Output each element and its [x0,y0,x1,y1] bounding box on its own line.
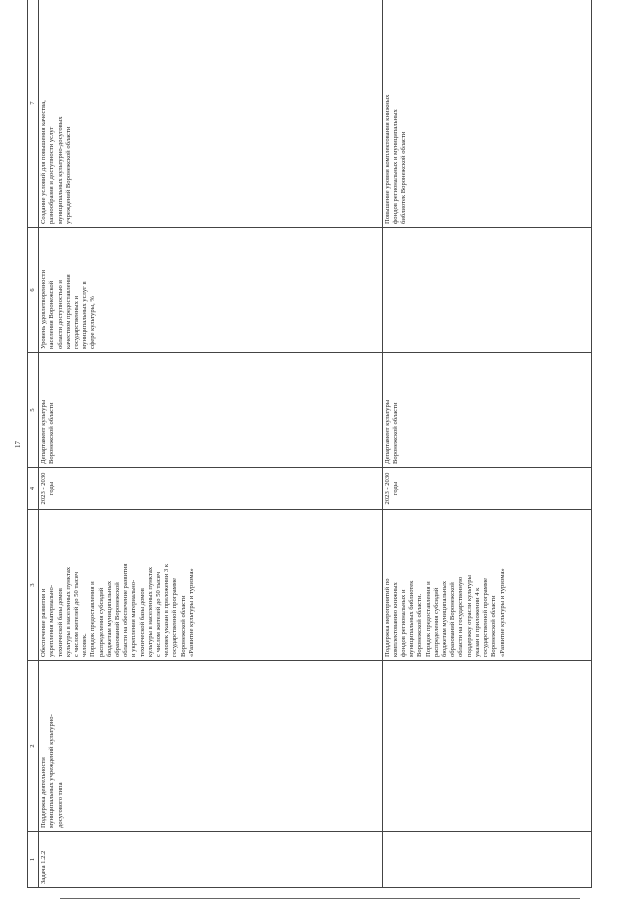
table-row [382,0,591,888]
task-name-cell [382,661,591,832]
period-cell: 2023 - 2030 годы [382,468,591,510]
document-table-area [27,28,592,888]
page-number: 17 [14,441,22,448]
header-col-4: 4 [28,468,39,510]
header-col-6: 6 [28,228,39,353]
measure-cell: Поддержка мероприятий по комплектованию книжных фондов региональных и муниципальных библиотек Воронежской области. Порядок предоставления и распределения субсидий бюджетам муниципальных образований Воронежской области на государственную поддержку отрасли культуры указан в приложении 4 к государственной программе Воронежской области «Развитие культуры и туризма» [382,510,591,661]
header-col-7: 7 [28,0,39,228]
task-id-cell [382,832,591,888]
executor-cell: Департамент культуры Воронежской области [382,353,591,468]
program-table [27,0,592,888]
executor-cell: Департамент культуры Воронежской области [39,353,382,468]
header-col-5: 5 [28,353,39,468]
header-col-3: 3 [28,510,39,661]
period-cell: 2023 - 2030 годы [39,468,382,510]
header-col-1: 1 [28,832,39,888]
result-cell: Создание условий для повышения качества, разнообразия и доступности услуг муниципальных культурно-досуговых учреждений Воронежской области [39,0,382,228]
page-bottom-rule [60,898,580,899]
indicator-cell [382,228,591,353]
task-id-cell: Задача 1.2.2 [39,832,382,888]
indicator-cell: Уровень удовлетворенности населения Воронежской области доступностью и качеством предоставления государственных и муниципальных услуг в сфере культуры, % [39,228,382,353]
task-name-cell: Поддержка деятельности муниципальных учреждений культурно- досугового типа [39,661,382,832]
table-row [39,0,382,888]
result-cell: Повышение уровня комплектования книжных фондов региональных и муниципальных библиотек Воронежской области [382,0,591,228]
header-col-2: 2 [28,661,39,832]
measure-cell: Обеспечение развития и укрепления материально- технической базы домов культуры в населенных пунктах с числом жителей до 50 тысяч человек. Порядок предоставления и распределения субсидий бюджетам муниципальных образований Воронежской области на обеспечение развития и укрепления материально- технической базы домов культуры в населенных пунктах с числом жителей до 50 тысяч человек указан в приложении 3 к государственной программе Воронежской области «Развитие культуры и туризма» [39,510,382,661]
table-header-row [28,0,39,888]
